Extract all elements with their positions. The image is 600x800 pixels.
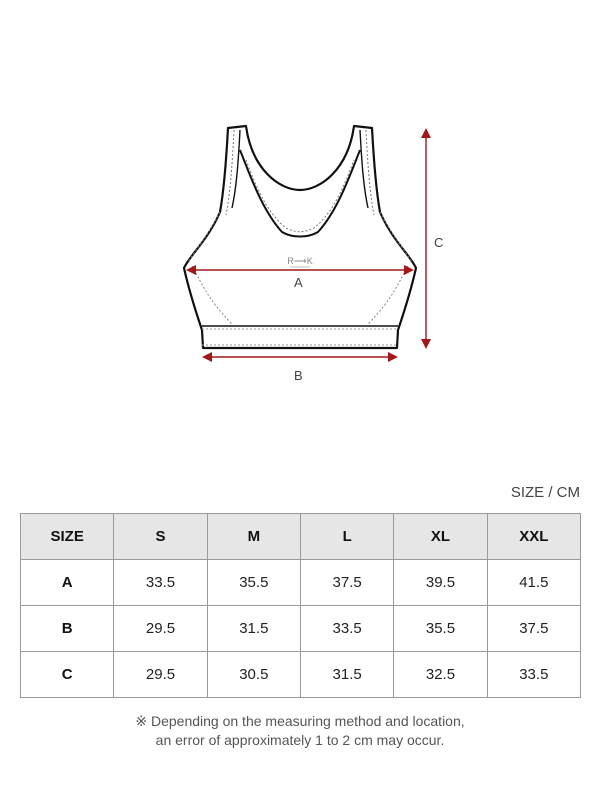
note-line-2: an error of approximately 1 to 2 cm may occur. [155,732,445,748]
header-l: L [300,514,393,560]
header-xl: XL [394,514,487,560]
table-row [21,560,581,606]
table-cell: 33.5 [114,560,207,606]
table-cell: 32.5 [394,652,487,698]
size-chart-table [20,513,581,698]
table-cell: 31.5 [207,606,300,652]
row-label: A [21,560,114,606]
table-cell: 41.5 [487,560,580,606]
header-xxl: XXL [487,514,580,560]
table-cell: 30.5 [207,652,300,698]
header-m: M [207,514,300,560]
table-row [21,606,581,652]
row-label: B [21,606,114,652]
header-size: SIZE [21,514,114,560]
table-row [21,652,581,698]
table-cell: 37.5 [300,560,393,606]
table-cell: 35.5 [394,606,487,652]
row-label: C [21,652,114,698]
table-cell: 29.5 [114,606,207,652]
dimension-b-arrow [202,352,398,362]
table-cell: 33.5 [300,606,393,652]
table-cell: 29.5 [114,652,207,698]
dimension-c-arrow [421,128,431,349]
dimension-b-label: B [294,368,303,383]
header-s: S [114,514,207,560]
table-header-row [21,514,581,560]
table-cell: 33.5 [487,652,580,698]
table-cell: 35.5 [207,560,300,606]
dimension-a-label: A [294,275,303,290]
table-cell: 39.5 [394,560,487,606]
dimension-c-label: C [434,235,444,250]
note-line-1: ※ Depending on the measuring method and location, [135,713,465,729]
brand-logo: R⟶K [287,256,313,266]
table-cell: 37.5 [487,606,580,652]
table-cell: 31.5 [300,652,393,698]
measurement-note [0,712,600,750]
unit-label: SIZE / CM [510,484,580,501]
